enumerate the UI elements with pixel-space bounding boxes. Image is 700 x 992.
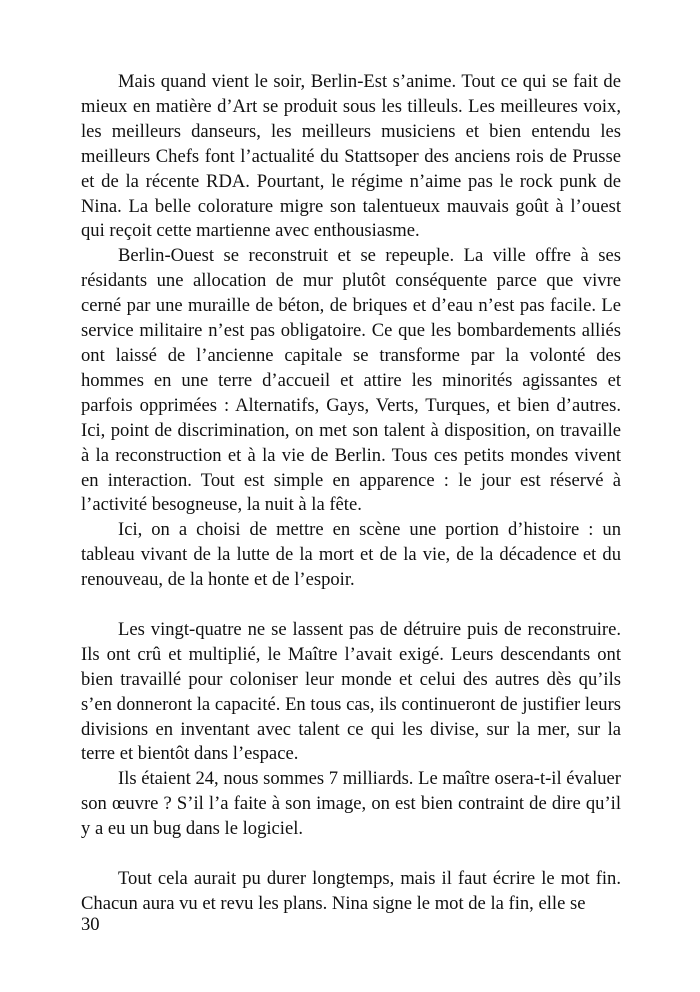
paragraph-sept-milliards: Ils étaient 24, nous sommes 7 milliards. Le maître osera-t-il évaluer son œuvre ? S’il l’a faite à son image, on est bien contraint de dire qu’il y a eu un bug dans le logiciel. xyxy=(81,768,621,840)
paragraph-vingt-quatre: Les vingt-quatre ne se lassent pas de détruire puis de reconstruire. Ils ont crû et multiplié, le Maître l’avait exigé. Leurs descendants ont bien travaillé pour coloniser leur monde et celui des autres dès qu’ils s’en donneront la capacité. En tous cas, ils continueront de justifier leurs divisions en inventant avec talent ce qui les divise, sur la mer, sur la terre et bientôt dans l’espace. xyxy=(81,618,621,765)
page-body xyxy=(81,70,621,917)
paragraph-berlin-ouest: Berlin-Ouest se reconstruit et se repeuple. La ville offre à ses résidants une allocation de mur plutôt conséquente parce que vivre cerné par une muraille de béton, de briques et d’eau n’est pas facile. Le service militaire n’est pas obligatoire. Ce que les bombardements alliés ont laissé de l’ancienne capitale se transforme par la volonté des hommes en une terre d’accueil et attire les minorités agissantes et parfois opprimées : Alternatifs, Gays, Verts, Turques, et bien d’autres. Ici, point de discrimination, on met son talent à disposition, on travaille à la reconstruction et à la vie de Berlin. Tous ces petits mondes vivent en interaction. Tout est simple en apparence : le jour est réservé à l’activité besogneuse, la nuit à la fête. xyxy=(81,245,621,516)
paragraph-tableau-vivant: Ici, on a choisi de mettre en scène une portion d’histoire : un tableau vivant de la lutte de la mort et de la vie, de la décadence et du renouveau, de la honte et de l’espoir. xyxy=(81,519,621,591)
section-break xyxy=(81,842,621,867)
page-number: 30 xyxy=(81,914,100,935)
paragraph-mot-fin: Tout cela aurait pu durer longtemps, mais il faut écrire le mot fin. Chacun aura vu et revu les plans. Nina signe le mot de la fin, elle se xyxy=(81,867,621,914)
paragraph-berlin-est-soir: Mais quand vient le soir, Berlin-Est s’anime. Tout ce qui se fait de mieux en matière d’Art se produit sous les tilleuls. Les meilleures voix, les meilleurs danseurs, les meilleurs musiciens et bien entendu les meilleurs Chefs font l’actualité du Stattsoper des anciens rois de Prusse et de la récente RDA. Pourtant, le régime n’aime pas le rock punk de Nina. La belle colorature migre son talentueux mauvais goût à l’ouest qui reçoit cette martienne avec enthousiasme. xyxy=(81,71,621,242)
section-break xyxy=(81,593,621,618)
